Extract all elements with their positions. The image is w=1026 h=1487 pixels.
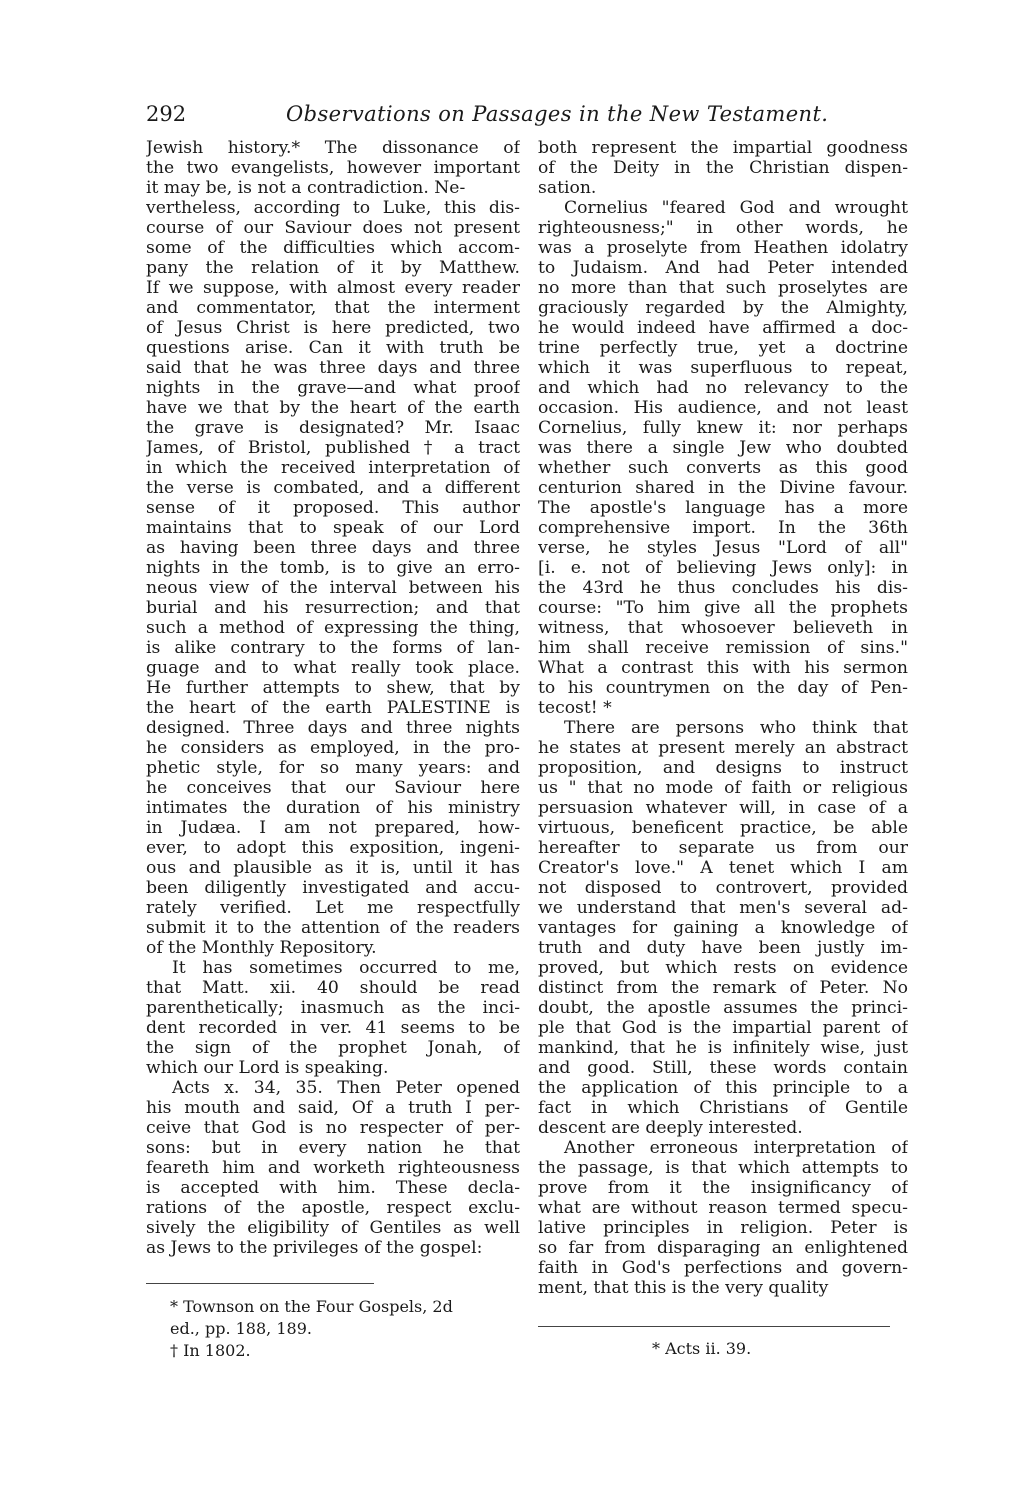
- footnote: * Townson on the Four Gospels, 2d: [170, 1297, 453, 1316]
- text-line: proved, but which rests on evidence: [538, 958, 908, 978]
- text-line: and commentator, that the interment: [146, 298, 520, 318]
- text-line: of the Monthly Repository.: [146, 938, 377, 958]
- text-line: truth and duty have been justly im-: [538, 938, 908, 958]
- text-line: rations of the apostle, respect exclu-: [146, 1198, 520, 1218]
- text-line: the passage, is that which attempts to: [538, 1158, 908, 1178]
- text-line: is alike contrary to the forms of lan-: [146, 638, 520, 658]
- text-line: we understand that men's several ad-: [538, 898, 908, 918]
- text-line: have we that by the heart of the earth: [146, 398, 520, 418]
- text-line: sation.: [538, 178, 597, 198]
- text-line: vertheless, according to Luke, this dis-: [146, 198, 520, 218]
- text-line: There are persons who think that: [564, 718, 908, 738]
- text-line: ment, that this is the very quality: [538, 1278, 829, 1298]
- text-line: the heart of the earth PALESTINE is: [146, 698, 520, 718]
- text-line: was a proselyte from Heathen idolatry: [538, 238, 908, 258]
- text-line: distinct from the remark of Peter. No: [538, 978, 908, 998]
- text-line: such a method of expressing the thing,: [146, 618, 520, 638]
- left-footnotes: [170, 1296, 453, 1362]
- text-line: [i. e. not of believing Jews only]: in: [538, 558, 908, 578]
- text-line: the two evangelists, however important: [146, 158, 520, 178]
- text-line: to his countrymen on the day of Pen-: [538, 678, 908, 698]
- page-number: 292: [146, 102, 187, 126]
- text-line: whether such converts as this good: [538, 458, 908, 478]
- text-line: was there a single Jew who doubted: [538, 438, 908, 458]
- text-line: trine perfectly true, yet a doctrine: [538, 338, 908, 358]
- text-line: burial and his resurrection; and that: [146, 598, 520, 618]
- text-line: of Jesus Christ is here predicted, two: [146, 318, 520, 338]
- text-line: sively the eligibility of Gentiles as well: [146, 1218, 520, 1238]
- text-line: occasion. His audience, and not least: [538, 398, 908, 418]
- text-line: The apostle's language has a more: [538, 498, 908, 518]
- text-line: ever, to adopt this exposition, ingeni-: [146, 838, 520, 858]
- text-line: as having been three days and three: [146, 538, 520, 558]
- text-line: comprehensive import. In the 36th: [538, 518, 908, 538]
- text-line: and which had no relevancy to the: [538, 378, 908, 398]
- text-line: he would indeed have affirmed a doc-: [538, 318, 908, 338]
- text-line: rately verified. Let me respectfully: [146, 898, 520, 918]
- text-line: some of the difficulties which accom-: [146, 238, 520, 258]
- text-line: Cornelius, fully knew it: nor perhaps: [538, 418, 908, 438]
- text-line: prove from it the insignificancy of: [538, 1178, 908, 1198]
- text-line: what are without reason termed specu-: [538, 1198, 908, 1218]
- text-line: verse, he styles Jesus "Lord of all": [538, 538, 908, 558]
- text-line: graciously regarded by the Almighty,: [538, 298, 908, 318]
- text-line: descent are deeply interested.: [538, 1118, 803, 1138]
- right-column: [538, 138, 908, 1298]
- text-line: designed. Three days and three nights: [146, 718, 520, 738]
- text-line: to Judaism. And had Peter intended: [538, 258, 908, 278]
- text-line: him shall receive remission of sins.": [538, 638, 908, 658]
- text-line: and good. Still, these words contain: [538, 1058, 908, 1078]
- text-line: not disposed to controvert, provided: [538, 878, 908, 898]
- text-line: no more than that such proselytes are: [538, 278, 908, 298]
- text-line: us " that no mode of faith or religious: [538, 778, 908, 798]
- text-line: Creator's love." A tenet which I am: [538, 858, 908, 878]
- text-line: hereafter to separate us from our: [538, 838, 908, 858]
- text-line: persuasion whatever will, in case of a: [538, 798, 908, 818]
- text-line: been diligently investigated and accu-: [146, 878, 520, 898]
- text-line: it may be, is not a contradiction. Ne-: [146, 178, 466, 198]
- text-line: maintains that to speak of our Lord: [146, 518, 520, 538]
- text-line: sense of it proposed. This author: [146, 498, 520, 518]
- text-line: is accepted with him. These decla-: [146, 1178, 520, 1198]
- text-line: his mouth and said, Of a truth I per-: [146, 1098, 520, 1118]
- text-line: he considers as employed, in the pro-: [146, 738, 520, 758]
- text-line: course: "To him give all the prophets: [538, 598, 908, 618]
- text-line: doubt, the apostle assumes the princi-: [538, 998, 908, 1018]
- text-line: parenthetically; inasmuch as the inci-: [146, 998, 520, 1018]
- text-line: Cornelius "feared God and wrought: [564, 198, 908, 218]
- text-line: feareth him and worketh righteousness: [146, 1158, 520, 1178]
- right-footnote-rule: [538, 1326, 890, 1327]
- text-line: Acts x. 34, 35. Then Peter opened: [172, 1078, 520, 1098]
- text-line: phetic style, for so many years: and: [146, 758, 520, 778]
- text-line: which it was superfluous to repeat,: [538, 358, 908, 378]
- text-line: dent recorded in ver. 41 seems to be: [146, 1018, 520, 1038]
- text-line: Another erroneous interpretation of: [564, 1138, 908, 1158]
- text-line: neous view of the interval between his: [146, 578, 520, 598]
- text-line: the grave is designated? Mr. Isaac: [146, 418, 520, 438]
- text-line: the sign of the prophet Jonah, of: [146, 1038, 520, 1058]
- text-line: the verse is combated, and a different: [146, 478, 520, 498]
- text-line: He further attempts to shew, that by: [146, 678, 520, 698]
- text-line: virtuous, beneficent practice, be able: [538, 818, 908, 838]
- text-line: ous and plausible as it is, until it has: [146, 858, 520, 878]
- text-line: as Jews to the privileges of the gospel:: [146, 1238, 483, 1258]
- text-line: centurion shared in the Divine favour.: [538, 478, 908, 498]
- text-line: ple that God is the impartial parent of: [538, 1018, 908, 1038]
- text-line: guage and to what really took place.: [146, 658, 520, 678]
- text-line: so far from disparaging an enlightened: [538, 1238, 908, 1258]
- text-line: he states at present merely an abstract: [538, 738, 908, 758]
- text-line: It has sometimes occurred to me,: [172, 958, 520, 978]
- text-line: If we suppose, with almost every reader: [146, 278, 520, 298]
- text-line: What a contrast this with his sermon: [538, 658, 908, 678]
- text-line: said that he was three days and three: [146, 358, 520, 378]
- text-line: fact in which Christians of Gentile: [538, 1098, 908, 1118]
- footnote: † In 1802.: [170, 1341, 251, 1360]
- text-line: vantages for gaining a knowledge of: [538, 918, 908, 938]
- text-line: righteousness;" in other words, he: [538, 218, 908, 238]
- left-column: [146, 138, 520, 1258]
- text-line: witness, that whosoever believeth in: [538, 618, 908, 638]
- footnote: ed., pp. 188, 189.: [170, 1319, 312, 1338]
- text-line: Jewish history.* The dissonance of: [146, 138, 520, 158]
- text-line: in which the received interpretation of: [146, 458, 520, 478]
- text-line: lative principles in religion. Peter is: [538, 1218, 908, 1238]
- text-line: course of our Saviour does not present: [146, 218, 520, 238]
- text-line: tecost! *: [538, 698, 612, 718]
- text-line: mankind, that he is infinitely wise, just: [538, 1038, 908, 1058]
- text-line: both represent the impartial goodness: [538, 138, 908, 158]
- text-line: that Matt. xii. 40 should be read: [146, 978, 520, 998]
- text-line: he conceives that our Saviour here: [146, 778, 520, 798]
- text-line: the application of this principle to a: [538, 1078, 908, 1098]
- page-header: [146, 99, 866, 129]
- text-line: ceive that God is no respecter of per-: [146, 1118, 520, 1138]
- text-line: proposition, and designs to instruct: [538, 758, 908, 778]
- running-head: Observations on Passages in the New Testament.: [286, 102, 829, 126]
- text-line: submit it to the attention of the readers: [146, 918, 520, 938]
- text-line: questions arise. Can it with truth be: [146, 338, 520, 358]
- text-line: faith in God's perfections and govern-: [538, 1258, 908, 1278]
- text-line: sons: but in every nation he that: [146, 1138, 520, 1158]
- text-line: nights in the tomb, is to give an erro-: [146, 558, 520, 578]
- text-line: which our Lord is speaking.: [146, 1058, 389, 1078]
- text-line: the 43rd he thus concludes his dis-: [538, 578, 908, 598]
- footnote: * Acts ii. 39.: [652, 1339, 752, 1358]
- left-footnote-rule: [146, 1283, 374, 1284]
- right-footnotes: [652, 1338, 751, 1360]
- text-line: of the Deity in the Christian dispen-: [538, 158, 908, 178]
- text-line: in Judæa. I am not prepared, how-: [146, 818, 520, 838]
- text-line: James, of Bristol, published † a tract: [146, 438, 520, 458]
- text-line: nights in the grave—and what proof: [146, 378, 520, 398]
- text-line: intimates the duration of his ministry: [146, 798, 520, 818]
- text-line: pany the relation of it by Matthew.: [146, 258, 520, 278]
